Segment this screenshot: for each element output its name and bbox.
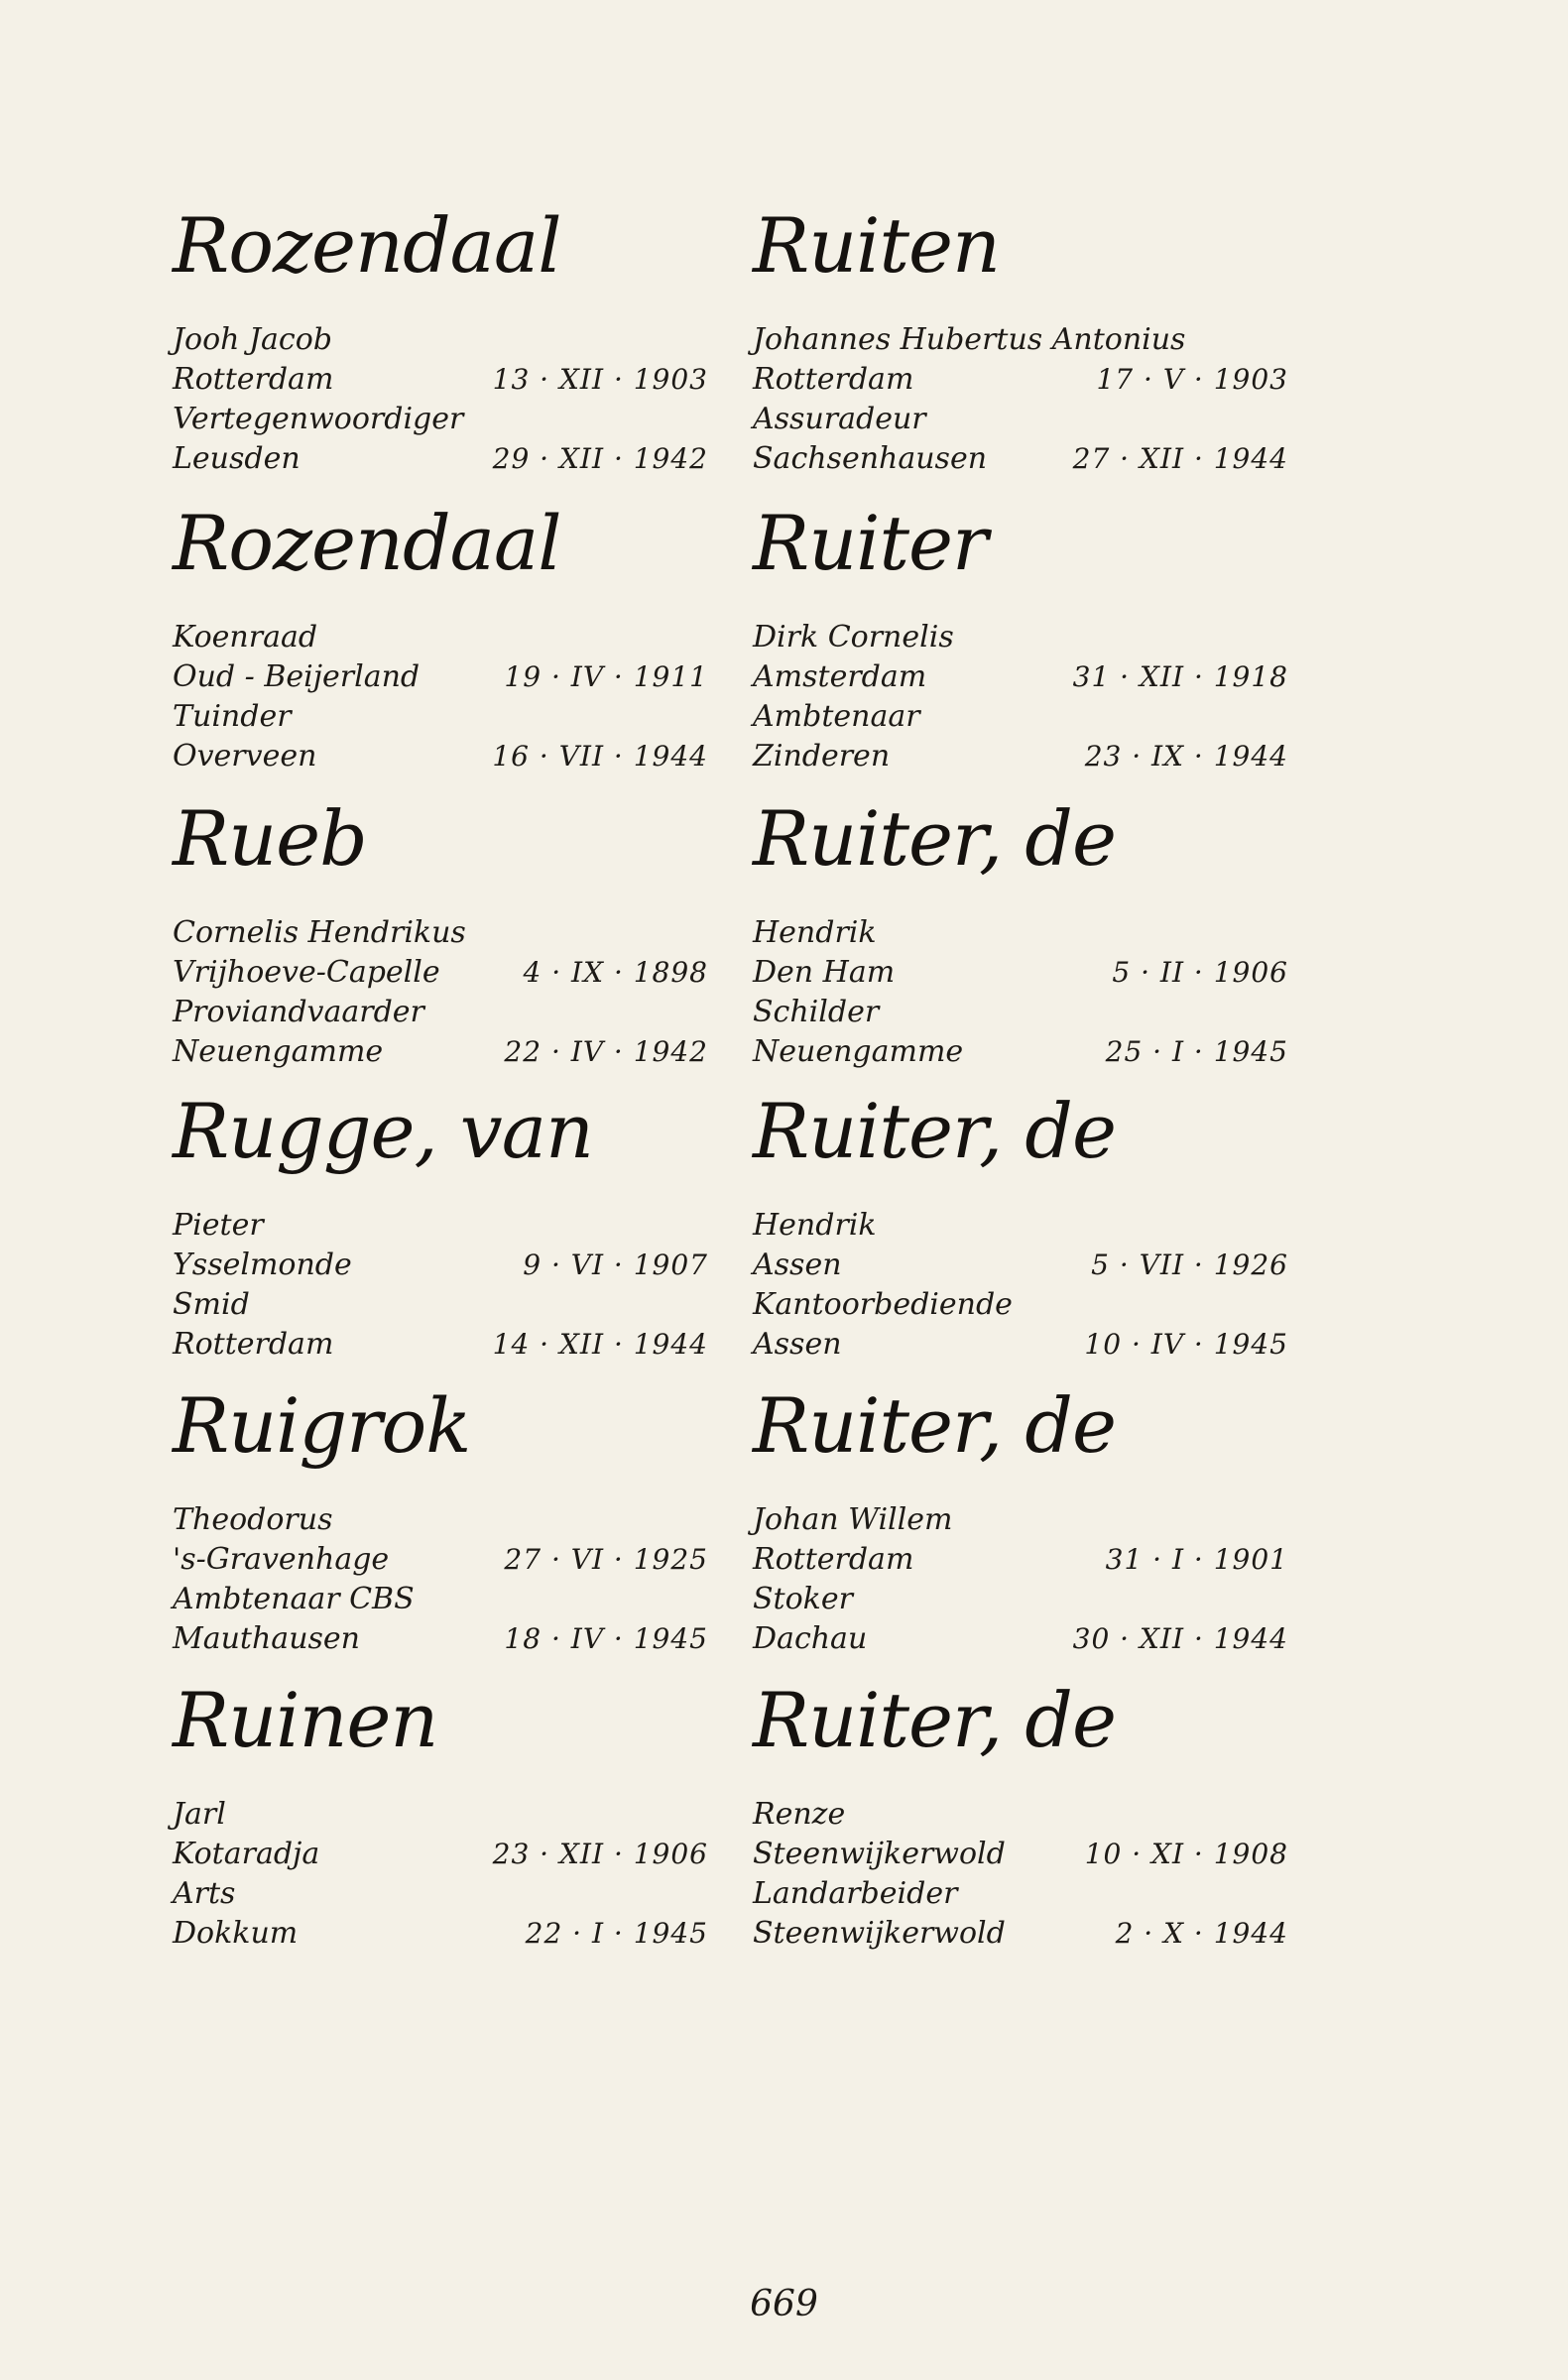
death-place: Overveen bbox=[173, 739, 317, 774]
occupation: Arts bbox=[173, 1876, 236, 1911]
surname-text: Ruigrok bbox=[173, 1381, 471, 1470]
occupation-row bbox=[753, 1874, 1288, 1914]
death-row bbox=[173, 1914, 708, 1954]
death-date: 16 · VII · 1944 bbox=[492, 740, 708, 773]
given-names: Johan Willem bbox=[753, 1502, 953, 1537]
entry-details bbox=[753, 913, 1288, 1072]
given-names-row bbox=[753, 320, 1288, 360]
birth-place: Steenwijkerwold bbox=[753, 1837, 1006, 1871]
occupation-row bbox=[173, 697, 708, 737]
birth-place: Kotaradja bbox=[173, 1837, 320, 1871]
name-entry bbox=[169, 203, 724, 501]
entry-details bbox=[173, 618, 708, 776]
birth-date: 27 · VI · 1925 bbox=[504, 1543, 708, 1576]
given-names: Dirk Cornelis bbox=[753, 620, 954, 654]
surname-text: Rozendaal bbox=[173, 499, 561, 587]
birth-date: 5 · II · 1906 bbox=[1112, 956, 1288, 989]
death-row bbox=[753, 439, 1288, 479]
death-place: Rotterdam bbox=[173, 1327, 334, 1362]
birth-place: 's-Gravenhage bbox=[173, 1542, 390, 1577]
name-entry bbox=[749, 501, 1304, 798]
death-date: 23 · IX · 1944 bbox=[1084, 740, 1288, 773]
given-names: Hendrik bbox=[753, 1208, 877, 1243]
given-names-row bbox=[753, 913, 1288, 953]
entry-details bbox=[173, 913, 708, 1072]
entry-surname bbox=[173, 796, 367, 882]
entry-surname bbox=[753, 501, 987, 586]
name-entry bbox=[169, 796, 724, 1094]
entry-surname bbox=[173, 203, 561, 289]
given-names-row bbox=[753, 618, 1288, 657]
birth-date: 10 · XI · 1908 bbox=[1084, 1838, 1288, 1870]
death-row bbox=[753, 737, 1288, 776]
occupation-row bbox=[753, 1285, 1288, 1325]
occupation: Smid bbox=[173, 1287, 250, 1322]
occupation: Proviandvaarder bbox=[173, 995, 424, 1029]
given-names: Renze bbox=[753, 1797, 846, 1832]
birth-row bbox=[173, 953, 708, 993]
given-names-row bbox=[753, 1500, 1288, 1540]
death-row bbox=[173, 1032, 708, 1072]
surname-text: Ruinen bbox=[173, 1676, 438, 1764]
name-entry bbox=[749, 1089, 1304, 1386]
entry-surname bbox=[753, 203, 1000, 289]
birth-row bbox=[173, 657, 708, 697]
death-place: Mauthausen bbox=[173, 1621, 360, 1656]
death-place: Assen bbox=[753, 1327, 842, 1362]
birth-place: Rotterdam bbox=[753, 362, 914, 397]
occupation-row bbox=[173, 400, 708, 439]
name-entry bbox=[749, 203, 1304, 501]
page-number: 669 bbox=[750, 2284, 818, 2324]
death-place: Dokkum bbox=[173, 1916, 299, 1951]
occupation: Schilder bbox=[753, 995, 880, 1029]
birth-place: Vrijhoeve-Capelle bbox=[173, 955, 440, 990]
entry-details bbox=[753, 618, 1288, 776]
death-row bbox=[753, 1619, 1288, 1659]
death-place: Steenwijkerwold bbox=[753, 1916, 1006, 1951]
surname-text: Ruiter, de bbox=[753, 794, 1116, 883]
entry-surname bbox=[173, 1678, 437, 1763]
death-place: Zinderen bbox=[753, 739, 891, 774]
occupation-row bbox=[753, 993, 1288, 1032]
birth-place: Amsterdam bbox=[753, 659, 927, 694]
death-place: Dachau bbox=[753, 1621, 868, 1656]
surname-text: Rozendaal bbox=[173, 201, 561, 290]
entry-details bbox=[173, 320, 708, 479]
entry-surname bbox=[753, 1678, 1116, 1763]
occupation-row bbox=[173, 993, 708, 1032]
death-row bbox=[753, 1325, 1288, 1365]
occupation-row bbox=[173, 1874, 708, 1914]
entry-surname bbox=[173, 1089, 593, 1174]
name-entry bbox=[169, 1383, 724, 1681]
entry-surname bbox=[753, 1089, 1116, 1174]
death-row bbox=[173, 1619, 708, 1659]
entry-details bbox=[753, 320, 1288, 479]
occupation: Kantoorbediende bbox=[753, 1287, 1013, 1322]
occupation: Landarbeider bbox=[753, 1876, 958, 1911]
birth-row bbox=[753, 360, 1288, 400]
surname-text: Rueb bbox=[173, 794, 367, 883]
entry-surname bbox=[753, 1383, 1116, 1469]
given-names: Jarl bbox=[173, 1797, 226, 1832]
death-place: Leusden bbox=[173, 441, 301, 476]
occupation-row bbox=[753, 400, 1288, 439]
birth-date: 9 · VI · 1907 bbox=[523, 1249, 708, 1281]
occupation: Ambtenaar bbox=[753, 699, 920, 734]
occupation-row bbox=[173, 1580, 708, 1619]
given-names-row bbox=[173, 618, 708, 657]
death-place: Sachsenhausen bbox=[753, 441, 988, 476]
entry-surname bbox=[173, 501, 561, 586]
occupation: Stoker bbox=[753, 1582, 853, 1616]
death-date: 18 · IV · 1945 bbox=[504, 1622, 708, 1655]
surname-text: Ruiter, de bbox=[753, 1381, 1116, 1470]
birth-place: Assen bbox=[753, 1248, 842, 1282]
death-date: 30 · XII · 1944 bbox=[1072, 1622, 1288, 1655]
birth-place: Rotterdam bbox=[173, 362, 334, 397]
given-names-row bbox=[173, 1500, 708, 1540]
birth-place: Den Ham bbox=[753, 955, 896, 990]
surname-text: Rugge, van bbox=[173, 1087, 593, 1175]
entry-details bbox=[173, 1795, 708, 1954]
death-row bbox=[173, 1325, 708, 1365]
name-entry bbox=[749, 1678, 1304, 1975]
occupation-row bbox=[753, 1580, 1288, 1619]
death-place: Neuengamme bbox=[173, 1034, 384, 1069]
given-names: Pieter bbox=[173, 1208, 264, 1243]
birth-place: Ysselmonde bbox=[173, 1248, 352, 1282]
entry-surname bbox=[753, 796, 1116, 882]
birth-date: 17 · V · 1903 bbox=[1096, 363, 1288, 396]
birth-date: 4 · IX · 1898 bbox=[523, 956, 708, 989]
birth-date: 31 · I · 1901 bbox=[1105, 1543, 1288, 1576]
given-names-row bbox=[173, 913, 708, 953]
death-date: 14 · XII · 1944 bbox=[492, 1328, 708, 1361]
birth-row bbox=[753, 953, 1288, 993]
entry-details bbox=[173, 1500, 708, 1659]
birth-row bbox=[753, 657, 1288, 697]
death-date: 22 · I · 1945 bbox=[525, 1917, 708, 1950]
birth-date: 19 · IV · 1911 bbox=[504, 660, 708, 693]
entry-details bbox=[753, 1500, 1288, 1659]
name-entry bbox=[169, 1678, 724, 1975]
occupation: Vertegenwoordiger bbox=[173, 402, 464, 436]
given-names: Jooh Jacob bbox=[173, 322, 332, 357]
birth-row bbox=[753, 1540, 1288, 1580]
surname-text: Ruiter bbox=[753, 499, 988, 587]
death-row bbox=[753, 1914, 1288, 1954]
birth-date: 13 · XII · 1903 bbox=[492, 363, 708, 396]
name-entry bbox=[169, 501, 724, 798]
death-date: 29 · XII · 1942 bbox=[492, 442, 708, 475]
death-date: 25 · I · 1945 bbox=[1105, 1035, 1288, 1068]
birth-row bbox=[753, 1835, 1288, 1874]
given-names-row bbox=[753, 1206, 1288, 1246]
birth-date: 5 · VII · 1926 bbox=[1091, 1249, 1288, 1281]
entry-details bbox=[753, 1795, 1288, 1954]
death-date: 27 · XII · 1944 bbox=[1072, 442, 1288, 475]
given-names: Koenraad bbox=[173, 620, 318, 654]
name-entry bbox=[749, 1383, 1304, 1681]
given-names-row bbox=[753, 1795, 1288, 1835]
entry-surname bbox=[173, 1383, 470, 1469]
occupation-row bbox=[173, 1285, 708, 1325]
given-names-row bbox=[173, 320, 708, 360]
birth-place: Rotterdam bbox=[753, 1542, 914, 1577]
death-date: 10 · IV · 1945 bbox=[1084, 1328, 1288, 1361]
birth-row bbox=[173, 1540, 708, 1580]
surname-text: Ruiter, de bbox=[753, 1087, 1116, 1175]
birth-place: Oud - Beijerland bbox=[173, 659, 421, 694]
birth-row bbox=[753, 1246, 1288, 1285]
given-names: Cornelis Hendrikus bbox=[173, 915, 466, 950]
birth-date: 23 · XII · 1906 bbox=[492, 1838, 708, 1870]
name-entry bbox=[169, 1089, 724, 1386]
given-names-row bbox=[173, 1206, 708, 1246]
death-date: 22 · IV · 1942 bbox=[504, 1035, 708, 1068]
death-row bbox=[173, 737, 708, 776]
entry-details bbox=[753, 1206, 1288, 1365]
surname-text: Ruiten bbox=[753, 201, 1000, 290]
entry-details bbox=[173, 1206, 708, 1365]
death-row bbox=[753, 1032, 1288, 1072]
birth-date: 31 · XII · 1918 bbox=[1072, 660, 1288, 693]
occupation-row bbox=[753, 697, 1288, 737]
occupation: Tuinder bbox=[173, 699, 292, 734]
given-names-row bbox=[173, 1795, 708, 1835]
name-entry bbox=[749, 796, 1304, 1094]
occupation: Assuradeur bbox=[753, 402, 926, 436]
death-row bbox=[173, 439, 708, 479]
death-place: Neuengamme bbox=[753, 1034, 964, 1069]
death-date: 2 · X · 1944 bbox=[1115, 1917, 1288, 1950]
birth-row bbox=[173, 1246, 708, 1285]
given-names: Hendrik bbox=[753, 915, 877, 950]
given-names: Johannes Hubertus Antonius bbox=[753, 322, 1186, 357]
surname-text: Ruiter, de bbox=[753, 1676, 1116, 1764]
occupation: Ambtenaar CBS bbox=[173, 1582, 415, 1616]
birth-row bbox=[173, 1835, 708, 1874]
given-names: Theodorus bbox=[173, 1502, 333, 1537]
birth-row bbox=[173, 360, 708, 400]
